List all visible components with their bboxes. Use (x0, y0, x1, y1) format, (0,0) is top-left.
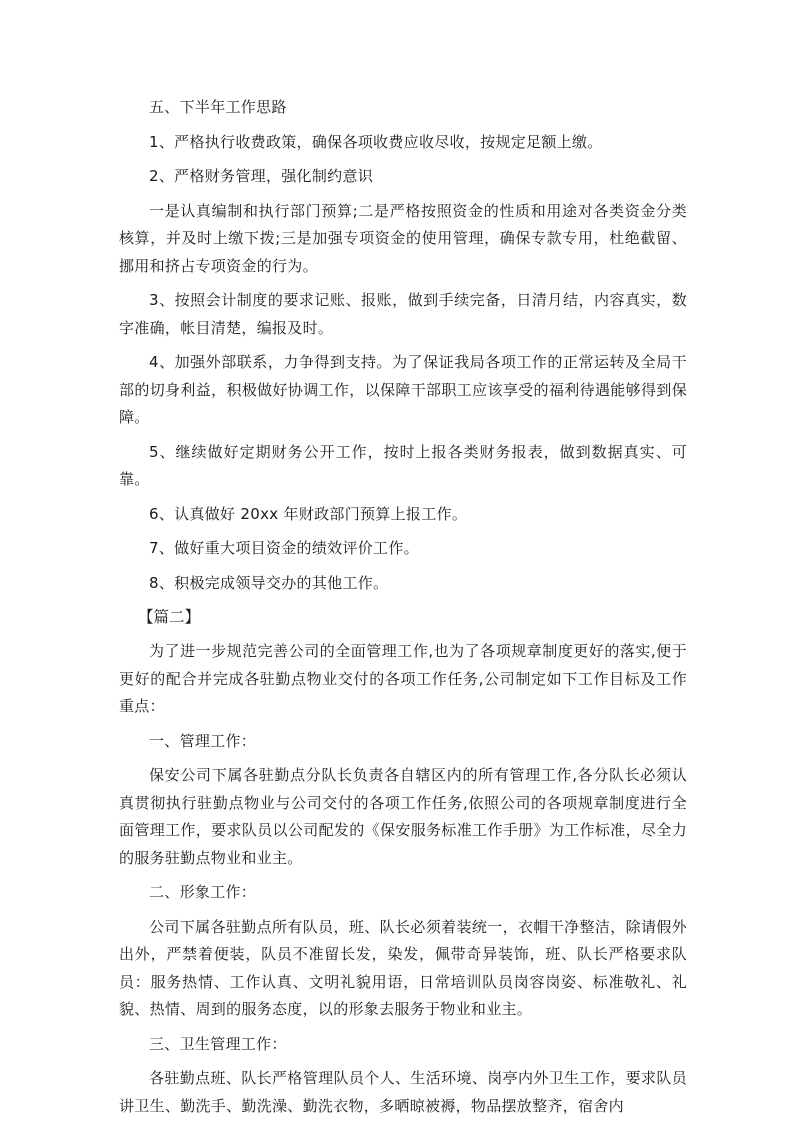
paragraph-hygiene: 各驻勤点班、队长严格管理队员个人、生活环境、岗亭内外卫生工作，要求队员讲卫生、勤洗手、勤洗澡、勤洗衣物，多晒晾被褥，物品摆放整齐，宿舍内 (119, 1069, 687, 1115)
document-page (119, 94, 687, 1127)
paragraph-item-5: 5、继续做好定期财务公开工作，按时上报各类财务报表，做到数据真实、可靠。 (119, 442, 687, 488)
paragraph-intro: 为了进一步规范完善公司的全面管理工作,也为了各项规章制度更好的落实,便于更好的配合并完成各驻勤点物业交付的各项工作任务,公司制定如下工作目标及工作重点： (119, 642, 687, 715)
section-heading-plan: 五、下半年工作思路 (149, 98, 287, 116)
paragraph-item-8: 8、积极完成领导交办的其他工作。 (149, 573, 389, 592)
paragraph-item-3: 3、按照会计制度的要求记账、报账，做到手续完备，日清月结，内容真实，数字准确，帐目清楚，编报及时。 (119, 291, 687, 337)
paragraph-budget-details: 一是认真编制和执行部门预算;二是严格按照资金的性质和用途对各类资金分类核算，并及时上缴下拨;三是加强专项资金的使用管理，确保专款专用，杜绝截留、挪用和挤占专项资金的行为。 (119, 201, 687, 275)
subheading-management: 一、管理工作： (149, 731, 257, 750)
paragraph-image: 公司下属各驻勤点所有队员，班、队长必须着装统一，衣帽干净整洁，除请假外出外，严禁着便装，队员不准留长发，染发，佩带奇异装饰，班、队长严格要求队员：服务热情、工作认真、文明礼貌用语，日常培训队员岗容岗姿、标准敬礼、礼貌、热情、周到的服务态度，以的形象去服务于物业和业主。 (119, 917, 687, 1018)
subheading-image: 二、形象工作： (149, 883, 257, 901)
paragraph-item-1: 1、严格执行收费政策，确保各项收费应收尽收，按规定足额上缴。 (149, 132, 603, 151)
paragraph-item-7: 7、做好重大项目资金的绩效评价工作。 (149, 539, 419, 557)
paragraph-item-2: 2、严格财务管理，强化制约意识 (149, 167, 374, 185)
paragraph-item-6: 6、认真做好 20xx 年财政部门预算上报工作。 (149, 504, 468, 523)
section-two-title: 【篇二】 (138, 608, 201, 626)
paragraph-management: 保安公司下属各驻勤点分队长负责各自辖区内的所有管理工作,各分队长必须认真贯彻执行驻勤点物业与公司交付的各项工作任务,依照公司的各项规章制度进行全面管理工作，要求队员以公司配发的《保安服务标准工作手册》为工作标准，尽全力的服务驻勤点物业和业主。 (119, 766, 687, 867)
paragraph-item-4: 4、加强外部联系，力争得到支持。为了保证我局各项工作的正常运转及全局干部的切身利益，积极做好协调工作，以保障干部职工应该享受的福利待遇能够得到保障。 (119, 353, 687, 426)
subheading-hygiene: 三、卫生管理工作： (149, 1034, 287, 1053)
